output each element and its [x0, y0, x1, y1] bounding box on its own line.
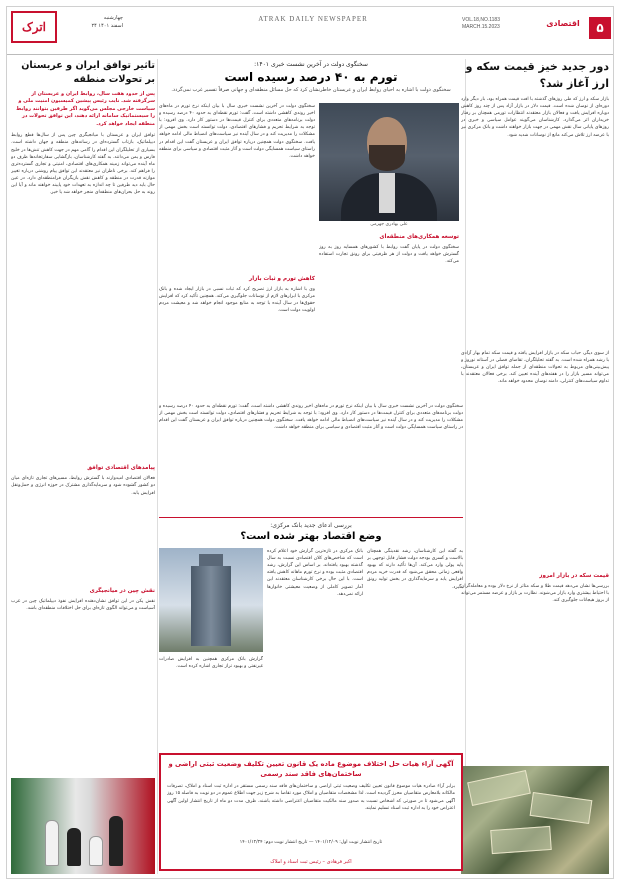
masthead [7, 7, 614, 55]
article-body: سخنگوی دولت در آخرین نشست خبری سال با بیان اینکه نرخ تورم در ماه‌های اخیر روندی کاهشی داشته است، گفت: تورم نقطه‌ای به حدود ۴۰ درصد رسیده و دولت برنامه‌های متعددی برای کنترل قیمت‌ها در دستور کار دارد. وی افزود: با توجه به شرایط تحریم و فشارهای اقتصادی، دولت توانسته است بخش مهمی از مشکلات را مدیریت کند و در سال آینده نیز سیاست‌های انضباط مالی ادامه خواهد یافت. سخنگوی دولت همچنین درباره توافق ایران و عربستان گفت این اقدام در راستای سیاست همسایگی دولت است و آثار مثبت اقتصادی و سیاسی برای منطقه خواهد داشت. [159, 104, 315, 159]
newspaper-page [6, 6, 614, 879]
bank-kicker: بررسی ادعای جدید بانک مرکزی: [270, 522, 352, 529]
notice-signature: اکبر فرهادی – رئیس ثبت اسناد و املاک [270, 859, 352, 865]
tower [191, 566, 231, 646]
lead-summary: سخنگوی دولت با اشاره به احیای روابط ایران و عربستان خاطرنشان کرد که حل مسائل منطقه‌ای و جهانی صرفاً تفسیر غرب نمی‌گردد. [171, 87, 451, 93]
newspaper-name-en: ATRAK DAILY NEWSPAPER [258, 15, 368, 23]
article-body: از سوی دیگر، حباب سکه در بازار افزایش یافته و قیمت سکه تمام بهار آزادی با رشد همراه شده است. به گفته تحلیلگران، تقاضای فصلی در آستانه نوروز و پیش‌بینی‌های مربوط به تحولات منطقه‌ای از جمله توافق ایران و عربستان، می‌تواند مسیر بازار را در هفته‌های آینده تعیین کند. برخی فعالان معتقدند با تداوم سیاست‌های کنترلی، دامنه نوسان محدود خواهد ماند. [461, 351, 609, 385]
right-column-article [461, 59, 609, 874]
lead-article-continuation [319, 231, 459, 393]
bank-headline: وضع اقتصاد بهتر شده است؟ [240, 531, 382, 542]
lead-kicker: سخنگوی دولت در آخرین نشست خبری ۱۴۰۱: [254, 61, 368, 68]
issue-date-en: MARCH.15.2023 [462, 24, 500, 30]
article-body: بانک مرکزی در تازه‌ترین گزارش خود اعلام کرده است که شاخص‌های کلان اقتصادی نسبت به سال گذشته بهبود یافته‌اند. بر اساس این گزارش، رشد اقتصادی مثبت بوده و نرخ تورم ماهانه کاهش یافته است. با این حال برخی کارشناسان معتقدند این آمار تصویر کاملی از وضعیت معیشتی خانوارها ارائه نمی‌دهد. [267, 549, 363, 597]
lead-headline: تورم به ۴۰ درصد رسیده است [224, 70, 398, 84]
chess-piece [45, 820, 59, 866]
legal-notice [159, 753, 463, 871]
portrait-beard [369, 145, 405, 171]
notice-dates: تاریخ انتشار نوبت اول: ۱۴۰۱/۱۲/۰۹ — تاریخ انتشار نوبت دوم: ۱۴۰۱/۱۲/۲۴ [239, 840, 383, 846]
chess-piece [109, 816, 123, 866]
article-body: بازار سکه و ارز که طی روزهای گذشته با افت قیمت همراه بود، بار دیگر وارد دوره‌ای از نوسان شده است. قیمت دلار در بازار آزاد پس از چند روز کاهش دوباره افزایش یافت و فعالان بازار معتقدند انتظارات تورمی همچنان بر رفتار خریداران اثر می‌گذارد. کارشناسان می‌گویند عوامل سیاسی و خبری در روزهای پایانی سال نقش مهمی در جهت بازار خواهند داشت و بانک مرکزی نیز با عرضه ارز تلاش می‌کند مانع از نوسانات شدید شود. [461, 97, 609, 138]
bank-body-column [367, 548, 463, 744]
volume-number: VOL.18,NO.1183 [462, 17, 500, 23]
banknote [490, 826, 552, 854]
article-headline: تاثیر توافق ایران و عربستان بر تحولات منطقه [21, 60, 155, 86]
photo-caption: علی بهادری جهرمی [370, 222, 408, 227]
banknote [530, 792, 593, 824]
lead-article-body [159, 103, 315, 393]
center-column [159, 59, 463, 874]
chess-pieces-photo-icon [11, 778, 155, 874]
article-body: توافق ایران و عربستان با میانجیگری چین پس از سال‌ها قطع روابط دیپلماتیک، بازتاب گسترده‌ای در رسانه‌های منطقه و جهان داشته است. بسیاری از تحلیلگران این اقدام را گامی مهم در جهت کاهش تنش‌ها در خلیج فارس و یمن می‌دانند. به گفته کارشناسان، بازگشایی سفارتخانه‌ها ظرف دو ماه آینده می‌تواند زمینه همکاری‌های اقتصادی، امنیتی و تجاری گسترده‌تری را فراهم کند. برخی ناظران نیز معتقدند این توافق پیام روشنی درباره تغییر موازنه قدرت در منطقه و کاهش نقش بازیگران فرامنطقه‌ای دارد. در عین حال باید دید طرفین تا چه اندازه به تعهدات خود پایبند خواهند ماند و آیا این روند به حل بحران‌های منطقه‌ای منجر خواهد شد یا خیر. [11, 133, 155, 196]
atrak-logo: اترک [11, 11, 57, 43]
article-body: وی با اشاره به بازار ارز تصریح کرد که ثبات نسبی در بازار ایجاد شده و بانک مرکزی با ابزارهای لازم از نوسانات جلوگیری می‌کند. همچنین تأکید کرد که افزایش حقوق‌ها در سال آینده با توجه به منابع موجود انجام خواهد شد و معیشت مردم اولویت دولت است. [159, 287, 315, 314]
spokesman-portrait-icon [319, 103, 459, 221]
volume-info [462, 17, 528, 31]
article-headline: دور جدید خیز قیمت سکه و ارز آغاز شد؟ [465, 60, 609, 90]
article-body: بررسی‌ها نشان می‌دهد قیمت طلا و سکه متأثر از نرخ دلار بوده و معامله‌گران با احتیاط بیشتری وارد بازار می‌شوند. نظارت بر بازار و عرضه مستمر می‌تواند از بروز هیجانات جلوگیری کند. [461, 584, 609, 604]
chess-piece [67, 828, 81, 866]
article-body: فعالان اقتصادی امیدوارند با گسترش روابط، مسیرهای تجاری تازه‌ای میان دو کشور گشوده شود و سرمایه‌گذاری مشترک در حوزه انرژی و حمل‌ونقل افزایش یابد. [11, 476, 155, 496]
banknote [467, 770, 531, 806]
article-subhead: کاهش تورم و ثبات بازار [249, 276, 315, 282]
article-body: به گفته این کارشناسان، رشد نقدینگی همچنان بالاست و کسری بودجه دولت فشار قابل توجهی بر پایه پولی وارد می‌کند. آن‌ها تأکید دارند که بهبود واقعی زمانی محقق می‌شود که قدرت خرید مردم افزایش یابد و سرمایه‌گذاری در بخش تولید رونق بگیرد. [367, 549, 463, 590]
bank-body-column [159, 656, 263, 746]
notice-body: برابر آراء صادره هیات موضوع قانون تعیین تکلیف وضعیت ثبتی اراضی و ساختمان‌های فاقد سند رسمی مستقر در اداره ثبت اسناد و املاک، تصرفات مالکانه بلامعارض متقاضیان محرز گردیده است. لذا مشخصات متقاضیان و املاک مورد تقاضا به شرح زیر جهت اطلاع عموم در دو نوبت به فاصله ۱۵ روز آگهی می‌شود تا در صورتی که اشخاص نسبت به صدور سند مالکیت متقاضیان اعتراضی داشته باشند، ظرف مدت دو ماه از تاریخ انتشار اولین آگهی اعتراض خود را به اداره ثبت اسناد تسلیم نمایند. [167, 784, 455, 811]
weekday: چهارشنبه [103, 15, 123, 21]
left-column-article [11, 59, 155, 874]
section-name: اقتصادی [546, 19, 580, 28]
chess-piece [89, 836, 103, 866]
date-persian: ۲۴ اسفند ۱۴۰۱ [91, 22, 123, 29]
notice-title: آگهی آراء هیات حل اختلاف موضوع ماده یک قانون تعیین تکلیف وضعیت ثبتی اراضی و ساختمان‌های فاقد سند رسمی [168, 760, 454, 779]
central-bank-building-icon [159, 548, 263, 652]
article-subhead: نقش چین در میانجیگری [89, 588, 155, 595]
bank-body-column [267, 548, 363, 744]
column-divider [157, 59, 158, 874]
article-subhead: قیمت سکه در بازار امروز [539, 573, 609, 579]
page-number: ۵ [589, 17, 611, 39]
article-body: نقش پکن در این توافق نشان‌دهنده افزایش نفوذ دیپلماتیک چین در غرب آسیاست و می‌تواند الگوی تازه‌ای برای حل اختلافات منطقه‌ای باشد. [11, 599, 155, 612]
article-body: گزارش بانک مرکزی همچنین به افزایش صادرات غیرنفتی و بهبود تراز تجاری اشاره کرده است. [159, 657, 263, 670]
article-intro: پس از حدود هفت سال، روابط ایران و عربستان از سرگرفته شد. نایب رئیس پیشین کمیسیون امنیت ملی و سیاست خارجی مجلس می‌گوید اگر طرفین بتوانند روابط را سیستماتیک سامانه ارائه دهند، این توافق تحولات در منطقه ایجاد خواهد کرد. [16, 90, 155, 127]
article-subhead: توسعه همکاری‌های منطقه‌ای [379, 234, 459, 240]
bank-article [159, 517, 463, 749]
portrait-shirt [379, 173, 395, 213]
issue-date-fa [63, 15, 123, 30]
article-subhead: پیامدهای اقتصادی توافق [87, 465, 155, 472]
banknotes-photo-icon [461, 766, 609, 874]
article-body: سخنگوی دولت در آخرین نشست خبری سال با بیان اینکه نرخ تورم در ماه‌های اخیر روندی کاهشی داشته است، گفت: تورم نقطه‌ای به حدود ۴۰ درصد رسیده و دولت برنامه‌های متعددی برای کنترل قیمت‌ها در دستور کار دارد. وی افزود: با توجه به شرایط تحریم و فشارهای اقتصادی، دولت توانسته است بخش مهمی از مشکلات را مدیریت کند و در سال آینده نیز سیاست‌های انضباط مالی ادامه خواهد یافت. سخنگوی دولت همچنین درباره توافق ایران و عربستان گفت این اقدام در راستای سیاست همسایگی دولت است و آثار مثبت اقتصادی و سیاسی برای منطقه خواهد داشت. [159, 404, 463, 431]
article-body: سخنگوی دولت در پایان گفت روابط با کشورهای همسایه روز به روز گسترش خواهد یافت و دولت از هر ظرفیتی برای رونق تجارت استفاده می‌کند. [319, 245, 459, 265]
